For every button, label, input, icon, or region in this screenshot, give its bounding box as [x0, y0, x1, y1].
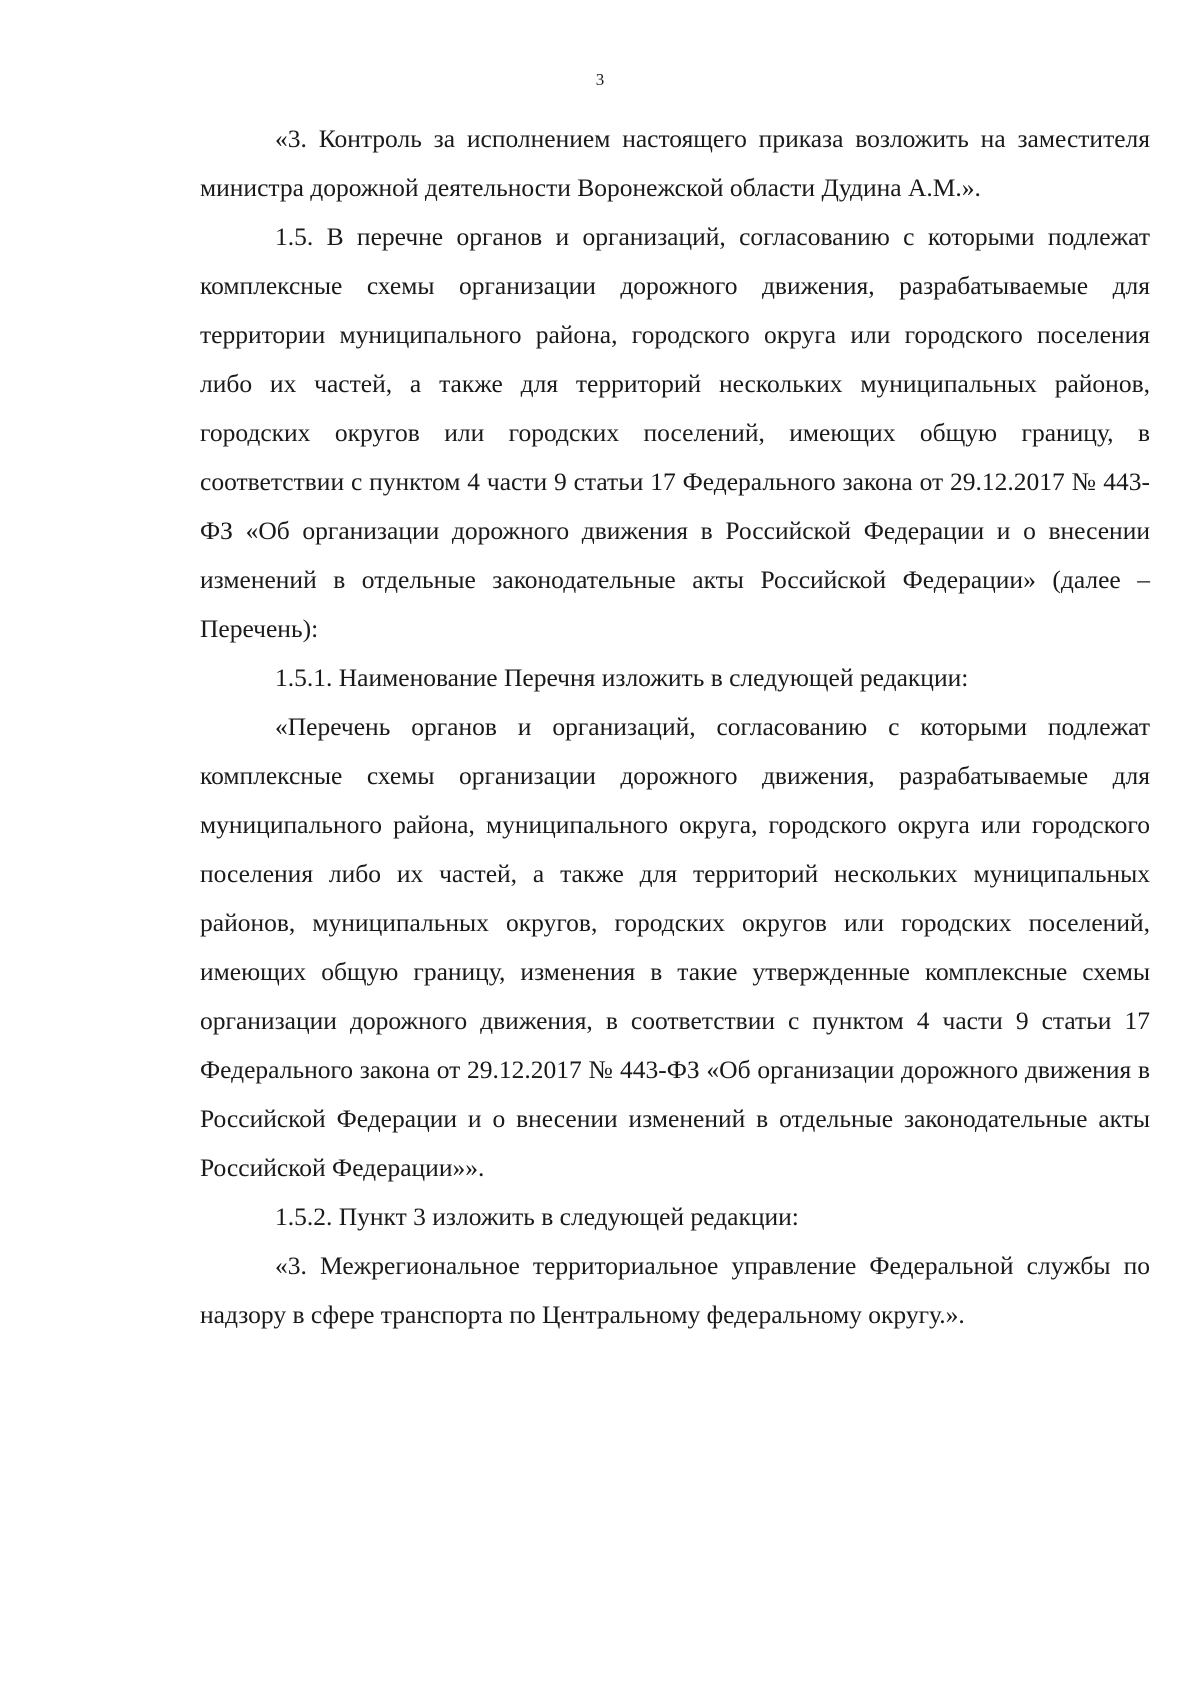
paragraph-list-title: «Перечень органов и организаций, согласованию с которыми подлежат комплексные схемы организации дорожного движения, разрабатываемые для муниципального района, муниципального округа, городского округа или городского поселения либо их частей, а также для территорий нескольких муниципальных районов, муниципальных округов, городских округов или городских поселений, имеющих общую границу, изменения в такие утвержденные комплексные схемы организации дорожного движения, в соответствии с пунктом 4 части 9 статьи 17 Федерального закона от 29.12.2017 № 443-ФЗ «Об организации дорожного движения в Российской Федерации и о внесении изменений в отдельные законодательные акты Российской Федерации»». — [200, 712, 1150, 1182]
paragraph-1-5: 1.5. В перечне органов и организаций, согласованию с которыми подлежат комплексные схемы организации дорожного движения, разрабатываемые для территории муниципального района, городского округа или городского поселения либо их частей, а также для территорий нескольких муниципальных районов, городских округов или городских поселений, имеющих общую границу, в соответствии с пунктом 4 части 9 статьи 17 Федерального закона от 29.12.2017 № 443-ФЗ «Об организации дорожного движения в Российской Федерации и о внесении изменений в отдельные законодательные акты Российской Федерации» (далее – Перечень): — [200, 222, 1150, 643]
paragraph-1-5-2: 1.5.2. Пункт 3 изложить в следующей редакции: — [275, 1202, 799, 1231]
page-number: 3 — [595, 70, 605, 89]
paragraph-1-5-1: 1.5.1. Наименование Перечня изложить в следующей редакции: — [275, 663, 969, 692]
paragraph-item-3: «3. Межрегиональное территориальное управление Федеральной службы по надзору в сфере транспорта по Центральному федеральному округу.». — [200, 1251, 1150, 1329]
paragraph-control-clause: «3. Контроль за исполнением настоящего приказа возложить на заместителя министра дорожной деятельности Воронежской области Дудина А.М.». — [200, 124, 1150, 202]
document-body — [200, 114, 1150, 1339]
